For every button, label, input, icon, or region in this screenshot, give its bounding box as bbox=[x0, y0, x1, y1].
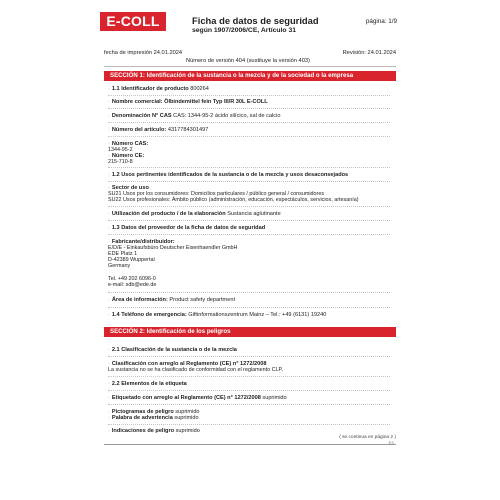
phone-line: Tel. +49 202 6096-0 bbox=[108, 276, 156, 282]
separator bbox=[108, 167, 390, 168]
signal-word: · Palabra de advertencia suprimido bbox=[108, 415, 199, 421]
continued-note: ( se continua en página 2 ) bbox=[339, 435, 396, 440]
ce-number-value: 215-710-8 bbox=[108, 159, 133, 165]
separator bbox=[108, 424, 390, 425]
footer-divider bbox=[104, 444, 396, 445]
separator bbox=[108, 234, 390, 235]
separator bbox=[108, 307, 390, 308]
product-identifier: · 1.1 Identificador de producto 800264 bbox=[108, 86, 209, 92]
ce-number-label: · Número CE: bbox=[108, 153, 145, 159]
version-number: Número de versión 404 (sustituye la versión 403) bbox=[186, 58, 310, 64]
emergency-phone: · 1.4 Teléfono de emergencia: Giftinformationszentrum Mainz – Tel.: +49 (6131) 19240 bbox=[108, 312, 327, 318]
language-code: ES bbox=[388, 440, 394, 445]
separator bbox=[108, 376, 390, 377]
sector-line: SU21 Usos por los consumidores: Domicilios particulares / público general / consumidores bbox=[108, 191, 325, 197]
manufacturer-label: · Fabricante/distribuidor: bbox=[108, 239, 175, 245]
separator bbox=[108, 356, 390, 357]
section-2-header: SECCIÓN 2: Identificación de los peligros bbox=[104, 327, 396, 337]
information-area: · Área de información: Product safety department bbox=[108, 297, 235, 303]
classification-regulation: · Clasificación con arreglo al Reglamento (CE) n° 1272/2008 bbox=[108, 361, 267, 367]
address-line: E/D/E - Einkaufsbüro Deutscher Eisenhaendler GmbH bbox=[108, 245, 238, 251]
hazard-statements: · Indicaciones de peligro suprimido bbox=[108, 428, 200, 434]
ecoll-logo: E-COLL bbox=[100, 12, 166, 31]
separator bbox=[108, 136, 390, 137]
header-divider bbox=[104, 66, 396, 67]
supplier-details-title: · 1.3 Datos del proveedor de la ficha de datos de seguridad bbox=[108, 225, 266, 231]
cas-denomination: · Denominación N° CAS CAS: 1344-95-2 ácido silícico, sal de calcio bbox=[108, 113, 281, 119]
section-1-header: SECCIÓN 1: Identificación de la sustancia o la mezcla y de la sociedad o la empresa bbox=[104, 71, 396, 81]
classification-text: La sustancia no se ha clasificado de conformidad con el reglamento CLP. bbox=[108, 367, 283, 373]
classification-title: · 2.1 Clasificación de la sustancia o de la mezcla bbox=[108, 347, 237, 353]
document-title: Ficha de datos de seguridad bbox=[192, 15, 319, 26]
label-elements-title: · 2.2 Elementos de la etiqueta bbox=[108, 381, 187, 387]
labelling-regulation: · Etiquetado con arreglo al Reglamento (CE) n° 1272/2008 suprimido bbox=[108, 395, 287, 401]
hazard-pictograms: · Pictogramas de peligro suprimido bbox=[108, 409, 200, 415]
separator bbox=[108, 390, 390, 391]
separator bbox=[108, 95, 390, 96]
separator bbox=[108, 292, 390, 293]
address-line: EDE Platz 1 bbox=[108, 251, 138, 257]
email-line: e-mail: sdb@ede.de bbox=[108, 282, 157, 288]
print-date: fecha de impresión 24.01.2024 bbox=[104, 50, 183, 56]
address-line: D-42389 Wuppertal bbox=[108, 257, 155, 263]
document-subtitle: según 1907/2006/CE, Artículo 31 bbox=[192, 27, 297, 34]
address-line: Germany bbox=[108, 263, 131, 269]
separator bbox=[108, 108, 390, 109]
revision-date: Revisión: 24.01.2024 bbox=[342, 50, 396, 56]
product-use: · Utilización del producto / de la elaboración Sustancia aglutinante bbox=[108, 211, 281, 217]
separator bbox=[108, 206, 390, 207]
sector-line: SU22 Usos profesionales: Ámbito público (administración, educación, espectáculos, servicios, artesanía) bbox=[108, 197, 359, 203]
trade-name: · Nombre comercial: Ölbindemittel fein Typ III/R 30L E-COLL bbox=[108, 99, 268, 105]
cas-number-label: · Número CAS: bbox=[108, 141, 149, 147]
separator bbox=[108, 220, 390, 221]
separator bbox=[108, 122, 390, 123]
separator bbox=[108, 404, 390, 405]
article-number: · Número del artículo: 4317784301497 bbox=[108, 127, 209, 133]
relevant-uses-title: · 1.2 Usos pertinentes identificados de la sustancia o de la mezcla y usos desaconsejados bbox=[108, 172, 349, 178]
separator bbox=[108, 181, 390, 182]
page-number: página: 1/9 bbox=[365, 18, 397, 25]
sector-of-use-label: · Sector de uso bbox=[108, 185, 149, 191]
cas-number-value: 1344-95-2 bbox=[108, 147, 133, 153]
